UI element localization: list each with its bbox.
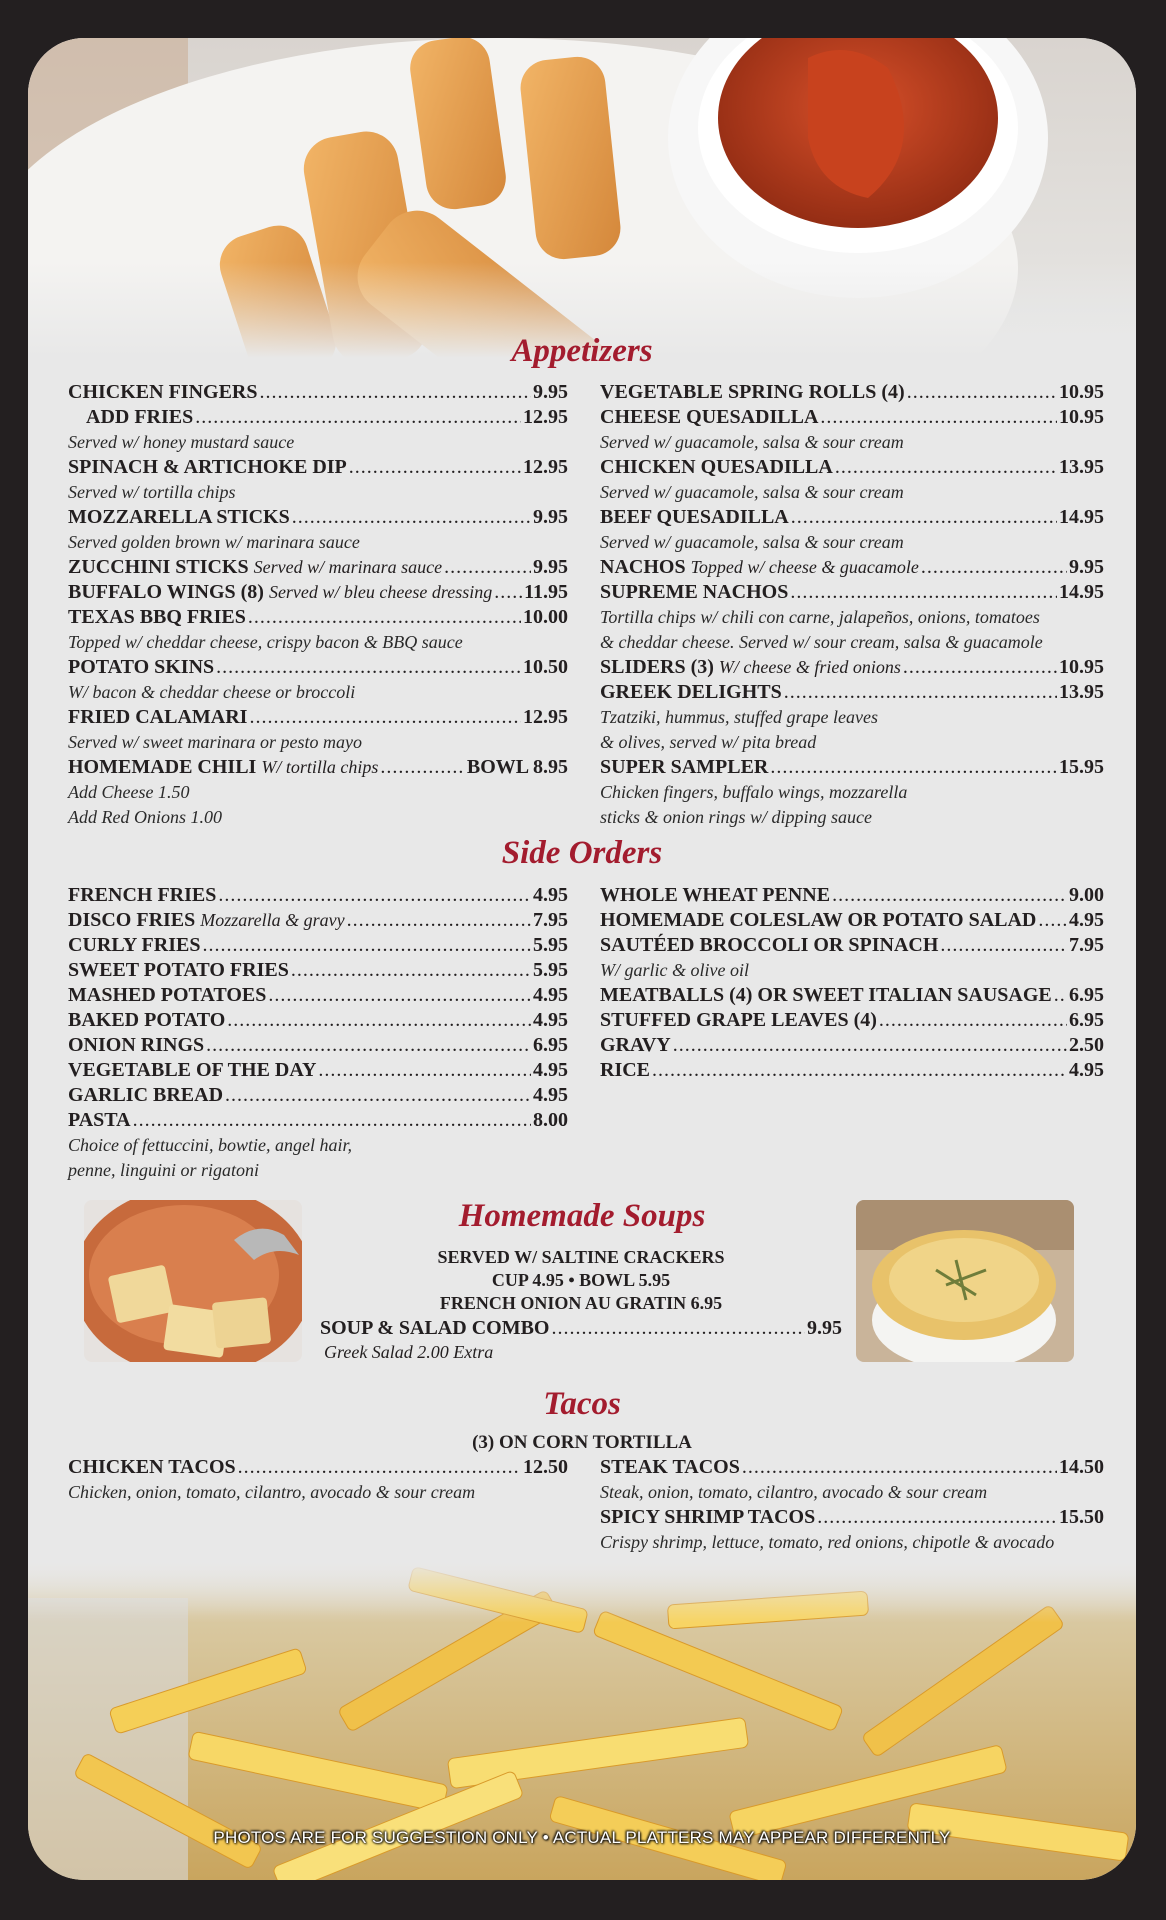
side-orders-left-column [68,884,568,1184]
item-price: 14.50 [1059,1456,1104,1478]
menu-item-row [600,556,1104,581]
menu-item-row [600,656,1104,681]
item-name: STEAK TACOS [600,1456,740,1478]
menu-item-row [600,1034,1104,1059]
soup-line-french-onion: FRENCH ONION AU GRATIN 6.95 [439,1293,723,1313]
item-description: Crispy shrimp, lettuce, tomato, red onions, chipotle & avocado [600,1532,1055,1552]
greek-salad-extra: Greek Salad 2.00 Extra [324,1342,494,1362]
leader-dots [238,1456,521,1479]
item-price: 4.95 [533,1009,568,1031]
menu-item-row [600,406,1104,431]
item-price: 4.95 [533,1059,568,1081]
item-note: Topped w/ cheese & guacamole [690,557,919,577]
menu-item-row [600,934,1104,959]
item-description: Add Cheese 1.50 [68,782,190,802]
menu-item-row [600,884,1104,909]
leader-dots [349,456,521,479]
item-name: RICE [600,1059,651,1081]
item-price: 14.95 [1059,506,1104,528]
item-name: DISCO FRIES [68,909,196,931]
item-price: 4.95 [533,884,568,906]
menu-item-row [600,909,1104,934]
leader-dots [835,456,1057,479]
item-note: W/ cheese & fried onions [718,657,901,677]
soup-salad-combo [320,1317,842,1342]
tacos-heading: Tacos [543,1386,621,1422]
item-price: 12.95 [523,706,568,728]
menu-item-row [600,456,1104,481]
soup-line-cup-bowl: CUP 4.95 • BOWL 5.95 [491,1270,671,1290]
item-price: 4.95 [1069,909,1104,931]
item-name: SPICY SHRIMP TACOS [600,1506,816,1528]
menu-item-row [600,1456,1104,1481]
item-name: ONION RINGS [68,1034,205,1056]
menu-item-row [68,1034,568,1059]
item-name: BEEF QUESADILLA [600,506,789,528]
menu-item-row [600,756,1104,781]
menu-item-row [68,656,568,681]
item-name: TEXAS BBQ FRIES [68,606,246,628]
leader-dots [195,406,521,429]
item-price: 9.95 [807,1317,842,1339]
item-name: MOZZARELLA STICKS [68,506,290,528]
item-price: 5.95 [533,959,568,981]
item-price: 5.95 [533,934,568,956]
item-price: 14.95 [1059,581,1104,603]
menu-item-row [600,984,1104,1009]
photo-disclaimer: PHOTOS ARE FOR SUGGESTION ONLY • ACTUAL PLATTERS MAY APPEAR DIFFERENTLY [213,1828,951,1847]
leader-dots [921,556,1067,579]
item-note: Mozzarella & gravy [200,910,345,930]
item-price: 4.95 [533,1084,568,1106]
menu-item-row [68,706,568,731]
menu-item-row [68,506,568,531]
menu-item-row [600,1009,1104,1034]
menu-item-row [68,1009,568,1034]
item-note: W/ tortilla chips [261,757,379,777]
leader-dots [903,656,1057,679]
item-name: CHICKEN TACOS [68,1456,236,1478]
leader-dots [494,581,522,604]
item-name: SWEET POTATO FRIES [68,959,289,981]
menu-item-row [600,681,1104,706]
item-price: 10.00 [523,606,568,628]
item-price: 9.95 [533,381,568,403]
leader-dots [202,934,531,957]
item-description: Topped w/ cheddar cheese, crispy bacon & BBQ sauce [68,632,463,652]
item-price: 4.95 [533,984,568,1006]
item-price: 9.95 [533,556,568,578]
leader-dots [216,656,521,679]
leader-dots [817,1506,1057,1529]
item-description: Served w/ guacamole, salsa & sour cream [600,482,904,502]
tacos-subtitle: (3) ON CORN TORTILLA [472,1432,692,1453]
leader-dots [784,681,1057,704]
item-price: 10.95 [1059,656,1104,678]
item-description: W/ garlic & olive oil [600,960,749,980]
item-description: Add Red Onions 1.00 [68,807,222,827]
item-price: 13.95 [1059,681,1104,703]
item-description: Served golden brown w/ marinara sauce [68,532,360,552]
item-name: ADD FRIES [86,406,194,428]
item-name: CHICKEN FINGERS [68,381,258,403]
menu-item-row [600,1059,1104,1084]
item-note: Served w/ bleu cheese dressing [268,582,493,602]
item-price: 8.00 [533,1109,568,1131]
leader-dots [318,1059,531,1082]
item-name: BUFFALO WINGS (8) [68,581,264,603]
item-price: 6.95 [1069,984,1104,1006]
menu-item-row [68,381,568,406]
side-orders-right-column [600,884,1104,1084]
menu-item-row [68,756,568,781]
menu-item-row [68,556,568,581]
menu-item-row [600,506,1104,531]
item-price: 9.95 [1069,556,1104,578]
menu-item-row [68,1109,568,1134]
item-name: CURLY FRIES [68,934,201,956]
item-name: CHEESE QUESADILLA [600,406,819,428]
mozzarella-sticks-photo [28,38,1136,358]
item-price: 4.95 [1069,1059,1104,1081]
leader-dots [820,406,1057,429]
item-price: 2.50 [1069,1034,1104,1056]
leader-dots [259,381,531,404]
item-name: CHICKEN QUESADILLA [600,456,833,478]
item-name: SLIDERS (3) [600,656,714,678]
item-description: & olives, served w/ pita bread [600,732,817,752]
item-name: SAUTÉED BROCCOLI OR SPINACH [600,934,939,956]
item-description: & cheddar cheese. Served w/ sour cream, salsa & guacamole [600,632,1043,652]
leader-dots [652,1059,1067,1082]
item-description: Tortilla chips w/ chili con carne, jalapeños, onions, tomatoes [600,607,1040,627]
item-name: GARLIC BREAD [68,1084,224,1106]
leader-dots [879,1009,1067,1032]
soup-line-crackers: SERVED W/ SALTINE CRACKERS [437,1247,725,1267]
leader-dots [268,984,531,1007]
item-price: BOWL 8.95 [466,756,568,778]
side-orders-heading: Side Orders [501,835,663,871]
item-price: 15.50 [1059,1506,1104,1528]
item-note: Served w/ marinara sauce [253,557,443,577]
leader-dots [291,959,531,982]
menu-item-row [68,959,568,984]
item-name: SUPREME NACHOS [600,581,789,603]
item-description: Tzatziki, hummus, stuffed grape leaves [600,707,878,727]
item-price: 15.95 [1059,756,1104,778]
menu-item-row [600,581,1104,606]
item-price: 12.50 [523,1456,568,1478]
item-price: 9.00 [1069,884,1104,906]
menu-item-row [600,381,1104,406]
menu-item-row [68,934,568,959]
item-description: Served w/ guacamole, salsa & sour cream [600,532,904,552]
item-name: HOMEMADE COLESLAW OR POTATO SALAD [600,909,1037,931]
leader-dots [227,1009,531,1032]
menu-item-row [68,456,568,481]
leader-dots [832,884,1067,907]
item-price: 10.50 [523,656,568,678]
leader-dots [770,756,1057,779]
item-name: VEGETABLE OF THE DAY [68,1059,317,1081]
item-name: BAKED POTATO [68,1009,226,1031]
item-description: Served w/ sweet marinara or pesto mayo [68,732,362,752]
item-price: 12.95 [523,456,568,478]
item-description: penne, linguini or rigatoni [68,1160,259,1180]
leader-dots [673,1034,1067,1057]
leader-dots [907,381,1057,404]
menu-item-row [68,406,568,431]
item-name: FRIED CALAMARI [68,706,248,728]
item-description: W/ bacon & cheddar cheese or broccoli [68,682,356,702]
appetizers-heading: Appetizers [511,333,653,369]
menu-item-row [68,606,568,631]
menu-item-row [68,909,568,934]
leader-dots [347,909,531,932]
item-name: STUFFED GRAPE LEAVES (4) [600,1009,877,1031]
item-name: POTATO SKINS [68,656,215,678]
menu-item-row [68,1059,568,1084]
appetizers-right-column [600,381,1104,831]
leader-dots [790,581,1057,604]
item-name: MASHED POTATOES [68,984,267,1006]
menu-item-row [600,1506,1104,1531]
item-name: GRAVY [600,1034,671,1056]
tacos-left-column [68,1456,568,1506]
item-price: 7.95 [1069,934,1104,956]
item-name: FRENCH FRIES [68,884,217,906]
item-name: NACHOS [600,556,686,578]
item-price: 6.95 [1069,1009,1104,1031]
item-name: SUPER SAMPLER [600,756,769,778]
leader-dots [1038,909,1067,932]
menu-item-row [68,984,568,1009]
leader-dots [742,1456,1057,1479]
item-name: HOMEMADE CHILI [68,756,257,778]
leader-dots [1054,984,1067,1007]
leader-dots [791,506,1057,529]
item-description: Served w/ honey mustard sauce [68,432,295,452]
leader-dots [444,556,531,579]
leader-dots [940,934,1067,957]
item-name: ZUCCHINI STICKS [68,556,249,578]
soups-details [320,1246,842,1363]
item-price: 9.95 [533,506,568,528]
item-name: WHOLE WHEAT PENNE [600,884,831,906]
item-description: Served w/ guacamole, salsa & sour cream [600,432,904,452]
item-price: 6.95 [533,1034,568,1056]
item-price: 7.95 [533,909,568,931]
leader-dots [292,506,531,529]
item-price: 11.95 [524,581,568,603]
item-name: MEATBALLS (4) OR SWEET ITALIAN SAUSAGE [600,984,1052,1006]
item-name: SOUP & SALAD COMBO [320,1317,550,1339]
menu-item-row [68,1084,568,1109]
leader-dots [218,884,531,907]
leader-dots [248,606,521,629]
leader-dots [380,756,465,779]
item-description: Chicken fingers, buffalo wings, mozzarella [600,782,908,802]
item-description: Served w/ tortilla chips [68,482,236,502]
item-price: 12.95 [523,406,568,428]
homemade-soups-heading: Homemade Soups [458,1198,706,1234]
menu-item-row [68,581,568,606]
leader-dots [133,1109,531,1132]
item-description: sticks & onion rings w/ dipping sauce [600,807,872,827]
menu-item-row [68,884,568,909]
item-name: GREEK DELIGHTS [600,681,782,703]
item-price: 10.95 [1059,406,1104,428]
leader-dots [206,1034,531,1057]
item-name: VEGETABLE SPRING ROLLS (4) [600,381,905,403]
item-description: Choice of fettuccini, bowtie, angel hair, [68,1135,352,1155]
leader-dots [249,706,521,729]
item-description: Chicken, onion, tomato, cilantro, avocado & sour cream [68,1482,476,1502]
item-price: 13.95 [1059,456,1104,478]
appetizers-left-column [68,381,568,831]
tacos-right-column [600,1456,1104,1556]
menu-item-row [68,1456,568,1481]
leader-dots [225,1084,531,1107]
item-description: Steak, onion, tomato, cilantro, avocado & sour cream [600,1482,988,1502]
item-name: SPINACH & ARTICHOKE DIP [68,456,347,478]
item-price: 10.95 [1059,381,1104,403]
item-name: PASTA [68,1109,131,1131]
leader-dots [551,1317,805,1340]
menu-card [28,38,1136,1880]
